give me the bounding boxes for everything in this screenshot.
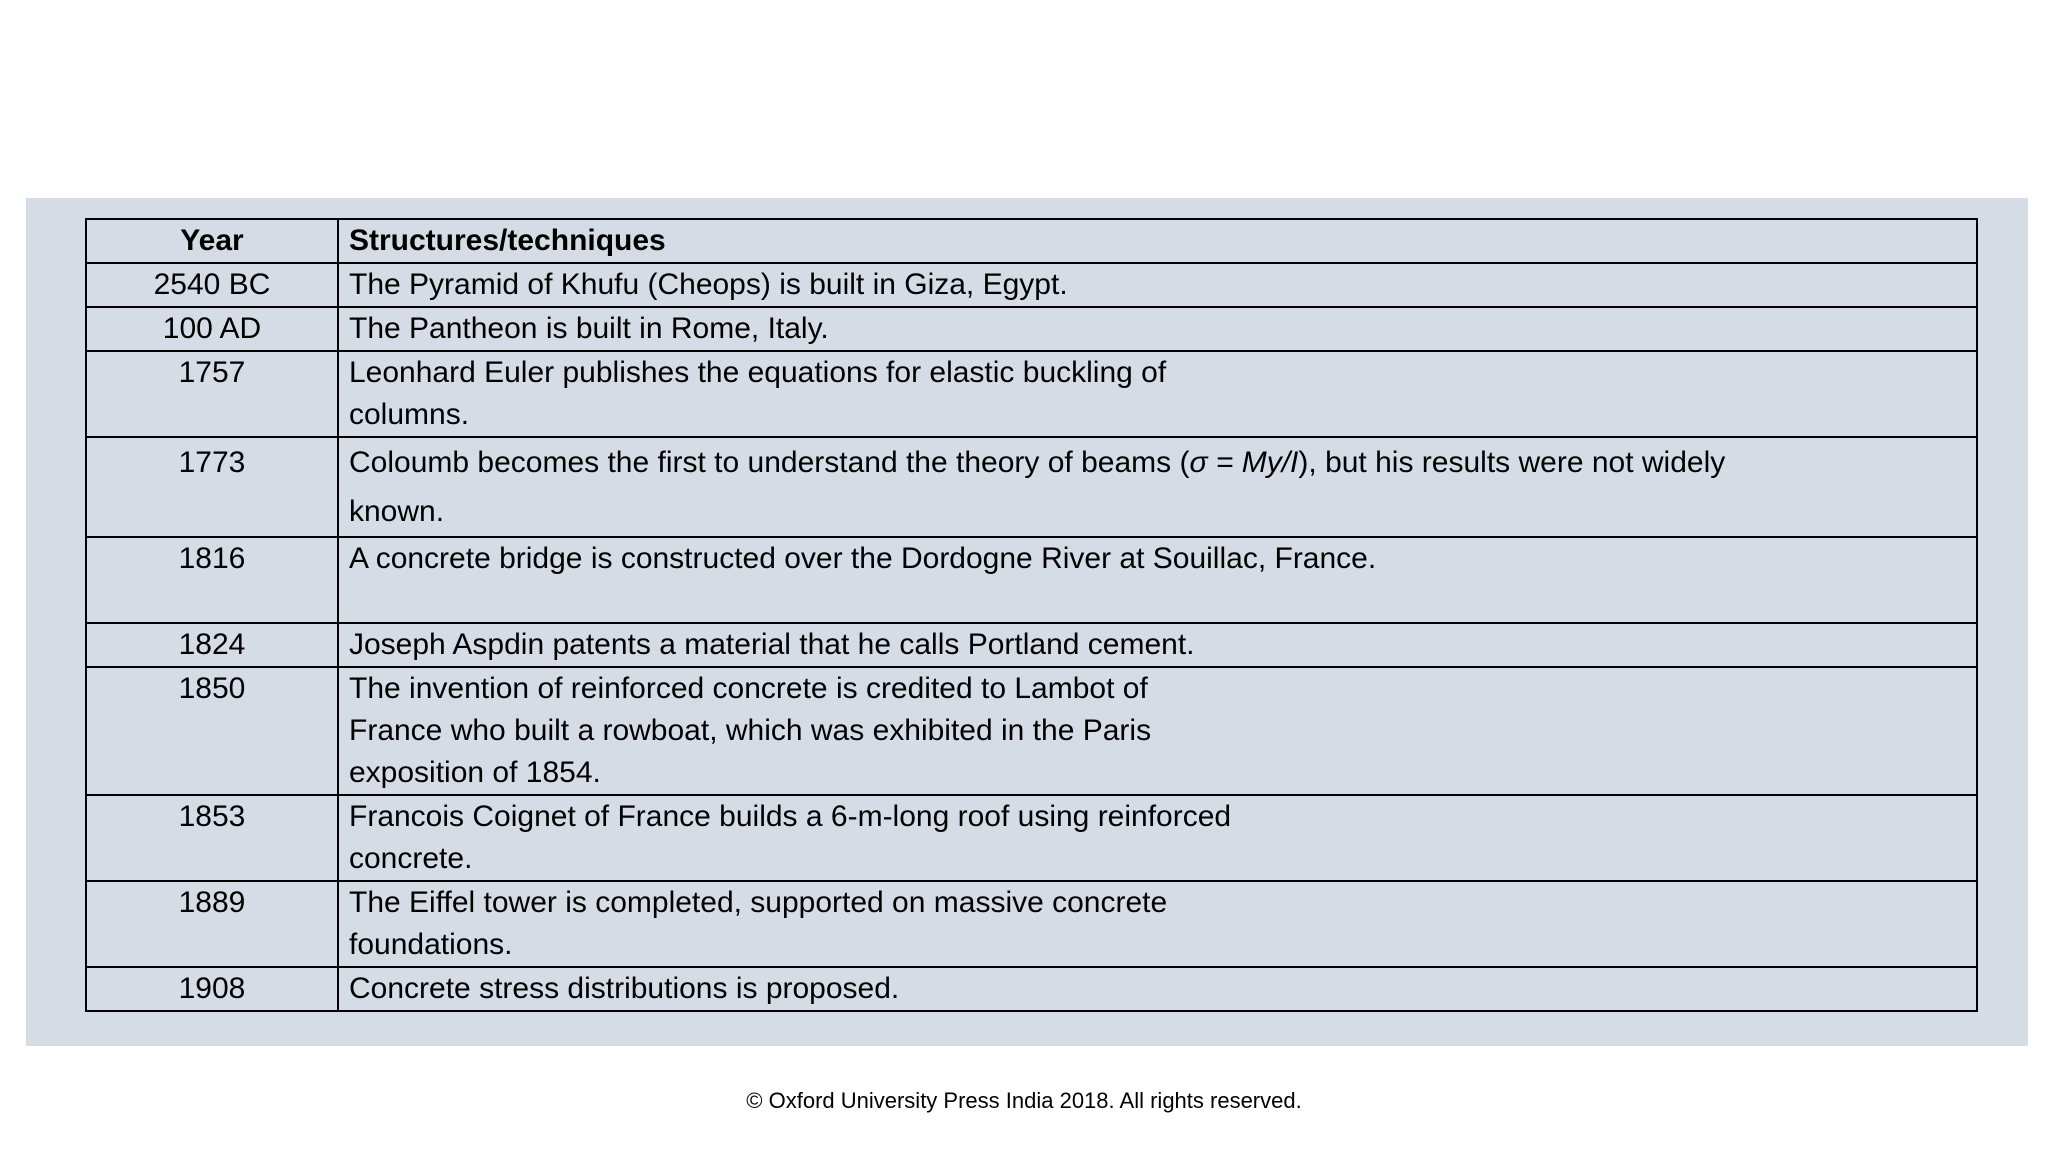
table-row bbox=[86, 351, 1977, 437]
description-text: Coloumb becomes the first to understand the theory of beams ( bbox=[349, 446, 1190, 479]
header-year: Year bbox=[86, 219, 338, 263]
row-description bbox=[338, 263, 1977, 307]
description-line: The invention of reinforced concrete is credited to Lambot of bbox=[349, 672, 1148, 705]
description-line bbox=[349, 438, 1966, 487]
description-line: concrete. bbox=[349, 842, 473, 875]
row-description bbox=[338, 667, 1977, 795]
description-line: exposition of 1854. bbox=[349, 756, 601, 789]
row-description bbox=[338, 537, 1977, 623]
row-year: 100 AD bbox=[86, 307, 338, 351]
description-line: Joseph Aspdin patents a material that he calls Portland cement. bbox=[349, 628, 1195, 661]
description-line: The Pyramid of Khufu (Cheops) is built in Giza, Egypt. bbox=[349, 268, 1068, 301]
table-row bbox=[86, 537, 1977, 623]
copyright-footer: © Oxford University Press India 2018. All rights reserved. bbox=[746, 1088, 1302, 1113]
table-row bbox=[86, 967, 1977, 1011]
row-description bbox=[338, 881, 1977, 967]
table-row bbox=[86, 667, 1977, 795]
description-line: Leonhard Euler publishes the equations for elastic buckling of bbox=[349, 356, 1167, 389]
beam-formula: σ = My/I bbox=[1189, 446, 1299, 479]
description-line: foundations. bbox=[349, 928, 513, 961]
table-row bbox=[86, 795, 1977, 881]
row-description bbox=[338, 795, 1977, 881]
row-description bbox=[338, 437, 1977, 537]
table-row bbox=[86, 881, 1977, 967]
description-line: France who built a rowboat, which was exhibited in the Paris bbox=[349, 714, 1152, 747]
row-year: 1850 bbox=[86, 667, 338, 795]
row-year: 1773 bbox=[86, 437, 338, 537]
row-year: 1889 bbox=[86, 881, 338, 967]
description-line: known. bbox=[349, 495, 445, 528]
table-header-row bbox=[86, 219, 1977, 263]
timeline-panel bbox=[26, 198, 2028, 1046]
description-line: Francois Coignet of France builds a 6-m-long roof using reinforced bbox=[349, 800, 1232, 833]
row-description bbox=[338, 967, 1977, 1011]
row-description bbox=[338, 351, 1977, 437]
timeline-table bbox=[85, 218, 1978, 1012]
description-line: columns. bbox=[349, 398, 470, 431]
row-description bbox=[338, 623, 1977, 667]
row-description bbox=[338, 307, 1977, 351]
table-row bbox=[86, 263, 1977, 307]
row-year: 1853 bbox=[86, 795, 338, 881]
row-year: 2540 BC bbox=[86, 263, 338, 307]
description-line: Concrete stress distributions is proposed. bbox=[349, 972, 900, 1005]
table-row bbox=[86, 437, 1977, 537]
row-year: 1757 bbox=[86, 351, 338, 437]
row-year: 1908 bbox=[86, 967, 338, 1011]
description-line: The Eiffel tower is completed, supported on massive concrete bbox=[349, 886, 1168, 919]
row-year: 1816 bbox=[86, 537, 338, 623]
description-line: The Pantheon is built in Rome, Italy. bbox=[349, 312, 829, 345]
description-line: A concrete bridge is constructed over the Dordogne River at Souillac, France. bbox=[349, 542, 1377, 575]
table-row bbox=[86, 623, 1977, 667]
header-structures-techniques: Structures/techniques bbox=[338, 219, 1977, 263]
row-year: 1824 bbox=[86, 623, 338, 667]
description-text: ), but his results were not widely bbox=[1298, 446, 1726, 479]
table-row bbox=[86, 307, 1977, 351]
